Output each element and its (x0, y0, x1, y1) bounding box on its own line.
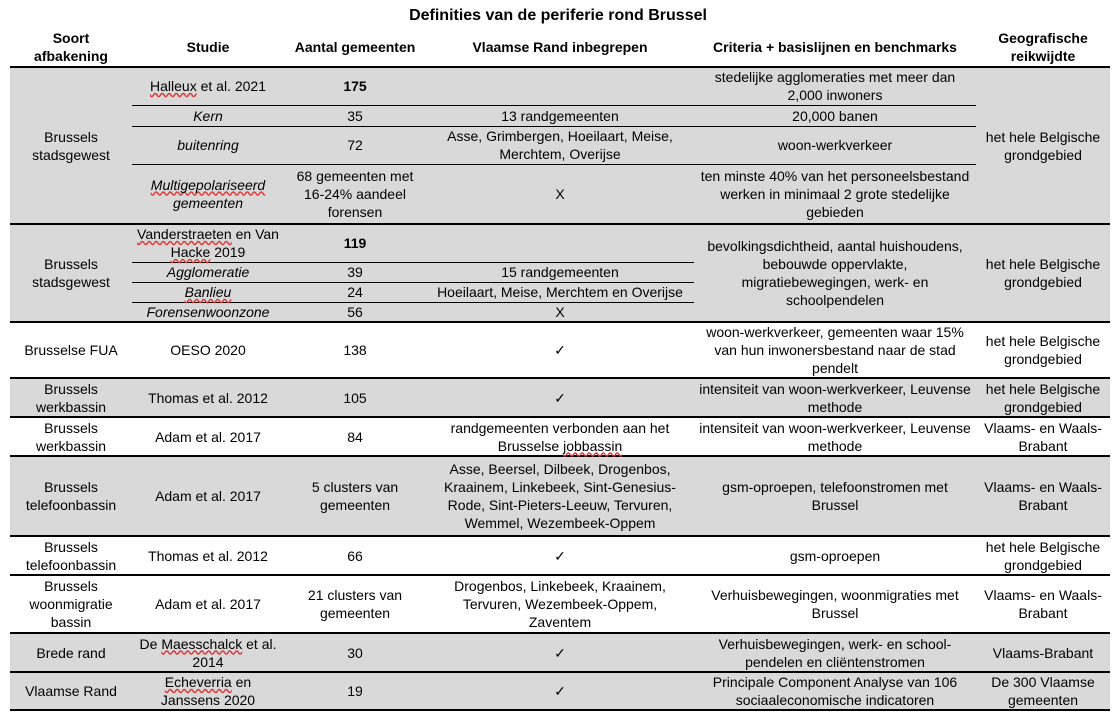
cell-soort: Brussels stadsgewest (10, 224, 132, 322)
cell-vlaamse: ✓ (426, 322, 694, 378)
squiggle-word: Maesschalck (161, 635, 243, 652)
cell-aantal: 72 (284, 126, 426, 164)
table-row (10, 126, 1110, 164)
cell-vlaamse: Asse, Grimbergen, Hoeilaart, Meise, Merchtem, Overijse (426, 126, 694, 164)
squiggle-word: Echeverria (164, 674, 232, 690)
header-studie: Studie (132, 28, 284, 67)
cell-geo: Vlaams- en Waals-Brabant (976, 575, 1110, 633)
cell-aantal: 5 clusters van gemeenten (284, 456, 426, 536)
cell-studie: Kern (132, 105, 284, 126)
header-vlaamse: Vlaamse Rand inbegrepen (426, 28, 694, 67)
cell-studie: Thomas et al. 2012 (132, 536, 284, 575)
cell-soort: Brusselse FUA (10, 322, 132, 378)
cell-criteria: woon-werkverkeer (694, 126, 976, 164)
squiggle-word: Vanderstraeten (137, 226, 232, 243)
table-row (10, 67, 1110, 105)
cell-aantal: 66 (284, 536, 426, 575)
cell-geo: Vlaams- en Waals-Brabant (976, 456, 1110, 536)
cell-criteria: Principale Component Analyse van 106 sociaaleconomische indicatoren (694, 672, 976, 710)
cell-studie: Vanderstraeten en Van Hacke 2019 (132, 224, 284, 262)
header-criteria: Criteria + basislijnen en benchmarks (694, 28, 976, 67)
table-row (10, 456, 1110, 536)
cell-aantal: 21 clusters van gemeenten (284, 575, 426, 633)
table-row (10, 224, 1110, 262)
cell-vlaamse: X (426, 164, 694, 224)
cell-criteria: ten minste 40% van het personeelsbestand werken in minimaal 2 grote stedelijke gebieden (694, 164, 976, 224)
cell-vlaamse: ✓ (426, 633, 694, 672)
cell-studie: De Maesschalck et al. 2014 (132, 633, 284, 672)
cell-vlaamse: X (426, 302, 694, 322)
cell-aantal: 56 (284, 302, 426, 322)
cell-studie: Multigepolariseerd gemeenten (132, 164, 284, 224)
cell-aantal: 35 (284, 105, 426, 126)
table-row (10, 575, 1110, 633)
cell-criteria: gsm-oproepen, telefoonstromen met Brussel (694, 456, 976, 536)
cell-criteria: stedelijke agglomeraties met meer dan 2,000 inwoners (694, 67, 976, 105)
squiggle-word: Halleux (150, 78, 197, 95)
cell-vlaamse (426, 224, 694, 262)
cell-vlaamse (426, 67, 694, 105)
cell-aantal: 105 (284, 378, 426, 417)
cell-studie: OESO 2020 (132, 322, 284, 378)
cell-criteria: gsm-oproepen (694, 536, 976, 575)
cell-studie: Agglomeratie (132, 262, 284, 282)
cell-soort: Brussels werkbassin (10, 417, 132, 456)
cell-aantal: 19 (284, 672, 426, 710)
cell-aantal: 68 gemeenten met 16-24% aandeel forensen (284, 164, 426, 224)
squiggle-word: Banlieu (184, 284, 232, 300)
cell-geo: het hele Belgische grondgebied (976, 322, 1110, 378)
cell-studie: Halleux et al. 2021 (132, 67, 284, 105)
squiggle-word: Hacke (170, 244, 211, 261)
cell-studie (132, 282, 284, 302)
cell-geo: Vlaams-Brabant (976, 633, 1110, 672)
cell-studie: Thomas et al. 2012 (132, 378, 284, 417)
table-row (10, 105, 1110, 126)
cell-soort: Vlaamse Rand (10, 672, 132, 710)
table-title: Definities van de periferie rond Brussel (409, 7, 707, 24)
cell-criteria: bevolkingsdichtheid, aantal huishoudens, bebouwde oppervlakte, migratiebewegingen, werk- en schoolpendelen (694, 224, 976, 322)
header-row (10, 28, 1110, 67)
squiggle-word: Multigepolariseerd (150, 176, 266, 193)
cell-vlaamse: ✓ (426, 672, 694, 710)
cell-studie: Echeverria en Janssens 2020 (132, 672, 284, 710)
cell-geo: De 300 Vlaamse gemeenten (976, 672, 1110, 710)
table-row (10, 417, 1110, 456)
cell-geo: Vlaams- en Waals-Brabant (976, 417, 1110, 456)
cell-vlaamse: ✓ (426, 536, 694, 575)
cell-soort: Brussels telefoonbassin (10, 456, 132, 536)
cell-vlaamse: Drogenbos, Linkebeek, Kraainem, Tervuren, Wezembeek-Oppem, Zaventem (426, 575, 694, 633)
squiggle-word: jobbassin (563, 437, 623, 454)
definitions-table (10, 28, 1110, 711)
cell-geo: het hele Belgische grondgebied (976, 378, 1110, 417)
cell-criteria: intensiteit van woon-werkverkeer, Leuvense methode (694, 378, 976, 417)
cell-geo: het hele Belgische grondgebied (976, 536, 1110, 575)
cell-aantal: 119 (284, 224, 426, 262)
cell-vlaamse: randgemeenten verbonden aan het Brusselse jobbassin (426, 417, 694, 456)
cell-soort: Brede rand (10, 633, 132, 672)
table-row (10, 322, 1110, 378)
cell-criteria: woon-werkverkeer, gemeenten waar 15% van hun inwonersbestand naar de stad pendelt (694, 322, 976, 378)
cell-studie: Adam et al. 2017 (132, 417, 284, 456)
cell-vlaamse: 13 randgemeenten (426, 105, 694, 126)
table-row (10, 633, 1110, 672)
cell-soort: Brussels stadsgewest (10, 67, 132, 224)
cell-studie: Adam et al. 2017 (132, 575, 284, 633)
cell-soort: Brussels woonmigratie bassin (10, 575, 132, 633)
cell-studie: Adam et al. 2017 (132, 456, 284, 536)
cell-criteria: 20,000 banen (694, 105, 976, 126)
cell-studie: buitenring (132, 126, 284, 164)
cell-geo: het hele Belgische grondgebied (976, 67, 1110, 224)
cell-geo: het hele Belgische grondgebied (976, 224, 1110, 322)
cell-aantal: 24 (284, 282, 426, 302)
cell-studie: Forensenwoonzone (132, 302, 284, 322)
cell-criteria: intensiteit van woon-werkverkeer, Leuvense methode (694, 417, 976, 456)
table-row (10, 536, 1110, 575)
table-row (10, 164, 1110, 224)
cell-criteria: Verhuisbewegingen, woonmigraties met Brussel (694, 575, 976, 633)
cell-soort: Brussels werkbassin (10, 378, 132, 417)
cell-aantal: 39 (284, 262, 426, 282)
table-row (10, 672, 1110, 710)
cell-criteria: Verhuisbewegingen, werk- en school-pendelen en cliëntenstromen (694, 633, 976, 672)
cell-aantal: 138 (284, 322, 426, 378)
cell-aantal: 30 (284, 633, 426, 672)
cell-aantal: 84 (284, 417, 426, 456)
cell-vlaamse: Hoeilaart, Meise, Merchtem en Overijse (426, 282, 694, 302)
table-row (10, 378, 1110, 417)
header-geo: Geografische reikwijdte (976, 28, 1110, 67)
cell-vlaamse: 15 randgemeenten (426, 262, 694, 282)
header-soort: Soort afbakening (10, 28, 132, 67)
cell-aantal: 175 (284, 67, 426, 105)
header-aantal: Aantal gemeenten (284, 28, 426, 67)
cell-vlaamse: ✓ (426, 378, 694, 417)
cell-soort: Brussels telefoonbassin (10, 536, 132, 575)
cell-vlaamse: Asse, Beersel, Dilbeek, Drogenbos, Kraainem, Linkebeek, Sint-Genesius-Rode, Sint-Pieters-Leeuw, Tervuren, Wemmel, Wezembeek-Oppem (426, 456, 694, 536)
